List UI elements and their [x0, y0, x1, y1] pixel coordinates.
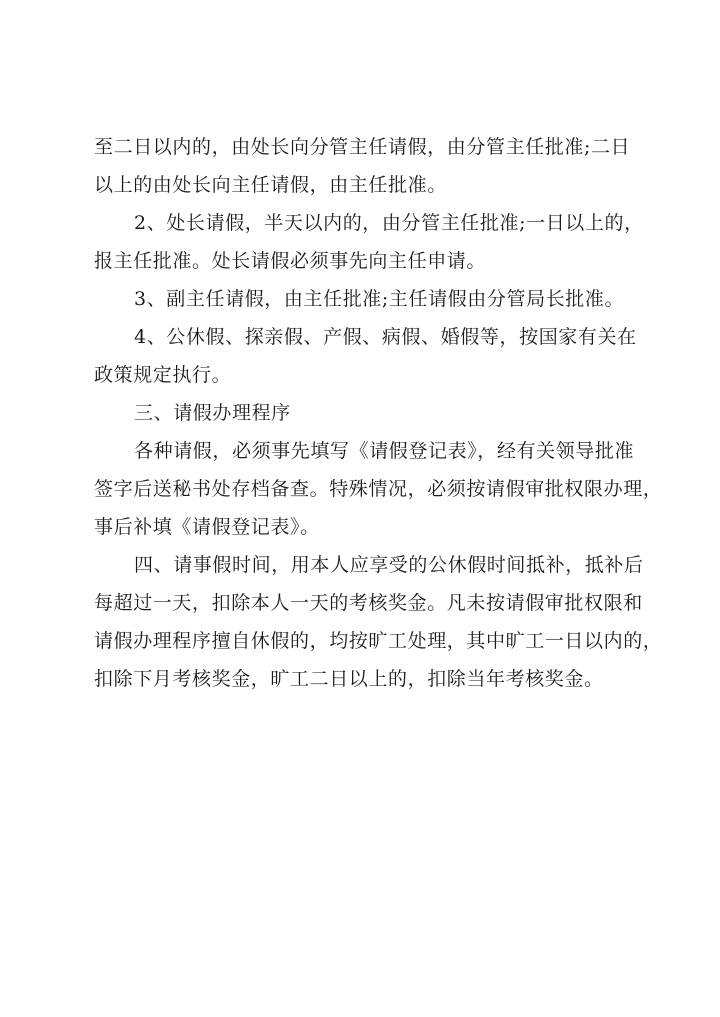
text-line: 3、副主任请假，由主任批准;主任请假由分管局长批准。: [134, 288, 625, 310]
text-line: 政策规定执行。: [94, 364, 232, 386]
text-line: 四、请事假时间，用本人应享受的公休假时间抵补，抵补后: [134, 554, 644, 576]
text-line: 各种请假，必须事先填写《请假登记表》，经有关领导批准: [134, 440, 635, 462]
section-heading: 三、请假办理程序: [134, 402, 291, 424]
document-body: [94, 128, 663, 698]
text-line: 扣除下月考核奖金，旷工二日以上的，扣除当年考核奖金。: [94, 668, 604, 690]
text-line: 2、处长请假，半天以内的，由分管主任批准;一日以上的，: [134, 212, 644, 234]
text-line: 请假办理程序擅自休假的，均按旷工处理，其中旷工一日以内的，: [94, 630, 663, 652]
text-line: 事后补填《请假登记表》。: [94, 516, 320, 538]
text-line: 以上的由处长向主任请假，由主任批准。: [94, 174, 447, 196]
text-line: 签字后送秘书处存档备查。特殊情况，必须按请假审批权限办理，: [94, 478, 663, 500]
text-line: 报主任批准。处长请假必须事先向主任申请。: [94, 250, 487, 272]
text-line: 至二日以内的，由处长向分管主任请假，由分管主任批准;二日: [94, 136, 631, 158]
text-line: 每超过一天，扣除本人一天的考核奖金。凡未按请假审批权限和: [94, 592, 643, 614]
text-line: 4、公休假、探亲假、产假、病假、婚假等，按国家有关在: [134, 326, 637, 348]
